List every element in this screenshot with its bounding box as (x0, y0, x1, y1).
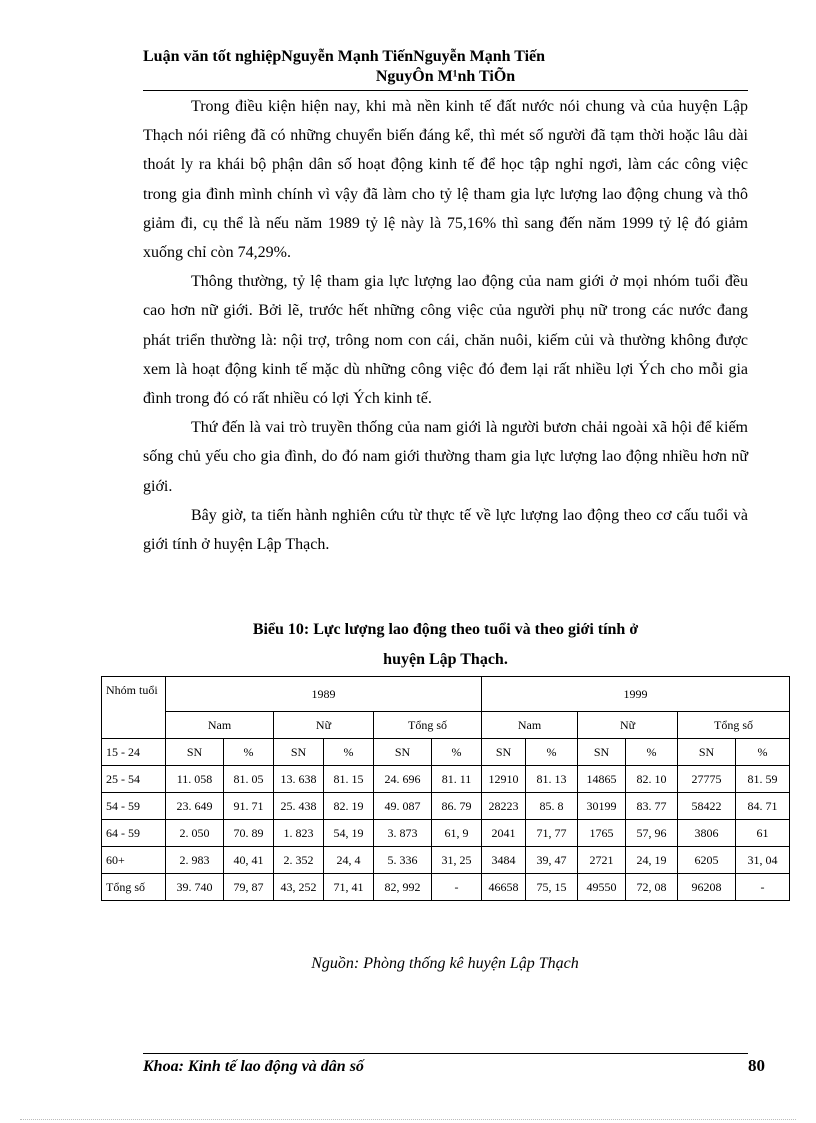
table-unit-row (102, 739, 790, 766)
table-cell: 5. 336 (374, 847, 432, 874)
table-cell: 13. 638 (274, 766, 324, 793)
table-cell: 81. 11 (432, 766, 482, 793)
labor-force-table (101, 676, 790, 901)
unit-label: SN (374, 739, 432, 766)
table-cell: 61, 9 (432, 820, 482, 847)
table-cell: 82, 992 (374, 874, 432, 901)
table-cell: 2. 352 (274, 847, 324, 874)
table-cell: 30199 (578, 793, 626, 820)
table-cell: 81. 13 (526, 766, 578, 793)
table-header-row (102, 677, 790, 712)
footer-rule (143, 1053, 748, 1054)
table-cell: 24, 19 (626, 847, 678, 874)
sub-header: Nam (482, 712, 578, 739)
page-bottom-divider (20, 1119, 796, 1120)
sub-header: Nữ (578, 712, 678, 739)
age-group-label: 54 - 59 (102, 793, 166, 820)
header-line-2: NguyÔn M¹nh TiÕn (375, 68, 516, 85)
table-cell: 61 (736, 820, 790, 847)
unit-label: % (432, 739, 482, 766)
paragraph-2: Thông thường, tỷ lệ tham gia lực lượng lao động của nam giới ở mọi nhóm tuổi đều cao hơn nữ giới. Bởi lẽ, trước hết những công việc của người phụ nữ trong các nước đang phát triển thường là: nội trợ, trông nom con cái, chăn nuôi, kiếm củi và thường không được xem là hoạt động kinh tế mặc dù những công việc đó đem lại rất nhiều lợi Ých cho mỗi gia đình trong đó có rất nhiều có lợi Ých kinh tế. (143, 273, 748, 408)
caption-line-2: huyện Lập Thạch. (383, 651, 508, 668)
table-caption (143, 615, 748, 675)
table-cell: 6205 (678, 847, 736, 874)
table-cell: 24, 4 (324, 847, 374, 874)
unit-label: SN (578, 739, 626, 766)
header-rule (143, 90, 748, 91)
sub-header: Nữ (274, 712, 374, 739)
table-cell: 70. 89 (224, 820, 274, 847)
table-cell: 58422 (678, 793, 736, 820)
header-line-1: Luận văn tốt nghiệpNguyễn Mạnh TiếnNguyễn Mạnh Tiến (143, 48, 546, 65)
age-group-label: 64 - 59 (102, 820, 166, 847)
unit-label: SN (482, 739, 526, 766)
table-cell: 25. 438 (274, 793, 324, 820)
table-cell: 81. 15 (324, 766, 374, 793)
table-row (102, 820, 790, 847)
table-row (102, 847, 790, 874)
table-cell: 27775 (678, 766, 736, 793)
table-cell: 39, 47 (526, 847, 578, 874)
table-cell: 28223 (482, 793, 526, 820)
caption-line-1: Biểu 10: Lực lượng lao động theo tuổi và theo giới tính ở (252, 621, 639, 638)
paragraph-1: Trong điều kiện hiện nay, khi mà nền kinh tế đất nước nói chung và của huyện Lập Thạch nói riêng đã có những chuyển biến đáng kể, thì mét số người đã tạm thời hoặc lâu dài thoát ly ra khái bộ phận dân số hoạt động kinh tế để học tập nghỉ ngơi, làm các công việc trong gia đình mình chính vì vậy đã làm cho tỷ lệ tham gia lực lượng lao động chung và thô giảm đi, cụ thể là nếu năm 1989 tỷ lệ này là 75,16% thì sang đến năm 1999 tỷ lệ đó giảm xuống chỉ còn 74,29%. (143, 98, 748, 262)
table-cell: 39. 740 (166, 874, 224, 901)
age-group-label: 25 - 54 (102, 766, 166, 793)
table-cell: 71, 77 (526, 820, 578, 847)
unit-label: SN (678, 739, 736, 766)
table-cell: 83. 77 (626, 793, 678, 820)
table-cell: - (736, 874, 790, 901)
table-row (102, 766, 790, 793)
table-cell: 85. 8 (526, 793, 578, 820)
unit-label: % (526, 739, 578, 766)
table-cell: 91. 71 (224, 793, 274, 820)
table-cell: 43, 252 (274, 874, 324, 901)
sub-header: Tổng số (374, 712, 482, 739)
table-cell: 1765 (578, 820, 626, 847)
table-cell: 2041 (482, 820, 526, 847)
age-group-label: Tổng số (102, 874, 166, 901)
paragraph-4: Bây giờ, ta tiến hành nghiên cứu từ thực tế về lực lượng lao động theo cơ cấu tuổi và giới tính ở huyện Lập Thạch. (143, 506, 748, 554)
age-group-header: Nhóm tuổi (102, 677, 166, 739)
table-cell: 46658 (482, 874, 526, 901)
table-cell: 84. 71 (736, 793, 790, 820)
table-cell: 24. 696 (374, 766, 432, 793)
table-cell: 3. 873 (374, 820, 432, 847)
table-source: Nguồn: Phòng thống kê huyện Lập Thạch (311, 955, 579, 972)
table-cell: 49550 (578, 874, 626, 901)
table-row (102, 793, 790, 820)
sub-header: Nam (166, 712, 274, 739)
table-row (102, 874, 790, 901)
table-cell: 75, 15 (526, 874, 578, 901)
age-group-label: 15 - 24 (102, 739, 166, 766)
paragraph-3: Thứ đến là vai trò truyền thống của nam giới là người bươn chải ngoài xã hội để kiếm sống chủ yếu cho gia đình, do đó nam giới thường tham gia lực lượng lao động nhiều hơn nữ giới. (143, 419, 748, 495)
table-cell: 12910 (482, 766, 526, 793)
unit-label: % (324, 739, 374, 766)
unit-label: SN (274, 739, 324, 766)
year-header: 1999 (482, 677, 790, 712)
table-cell: 57, 96 (626, 820, 678, 847)
table-cell: 2721 (578, 847, 626, 874)
age-group-label: 60+ (102, 847, 166, 874)
table-subheader-row (102, 712, 790, 739)
footer-faculty: Khoa: Kinh tế lao động và dân số (143, 1058, 364, 1075)
table-cell: 23. 649 (166, 793, 224, 820)
table-cell: 14865 (578, 766, 626, 793)
table-cell: 3484 (482, 847, 526, 874)
table-cell: 1. 823 (274, 820, 324, 847)
table-cell: 54, 19 (324, 820, 374, 847)
table-cell: 31, 25 (432, 847, 482, 874)
unit-label: % (736, 739, 790, 766)
table-cell: - (432, 874, 482, 901)
table-cell: 2. 050 (166, 820, 224, 847)
unit-label: SN (166, 739, 224, 766)
table-cell: 86. 79 (432, 793, 482, 820)
table-cell: 49. 087 (374, 793, 432, 820)
table-cell: 31, 04 (736, 847, 790, 874)
sub-header: Tổng số (678, 712, 790, 739)
table-cell: 40, 41 (224, 847, 274, 874)
unit-label: % (626, 739, 678, 766)
table-cell: 11. 058 (166, 766, 224, 793)
page-number: 80 (748, 1056, 765, 1075)
table-cell: 81. 05 (224, 766, 274, 793)
page-header (143, 47, 748, 87)
table-cell: 2. 983 (166, 847, 224, 874)
table-cell: 3806 (678, 820, 736, 847)
table-cell: 71, 41 (324, 874, 374, 901)
table-cell: 96208 (678, 874, 736, 901)
table-cell: 81. 59 (736, 766, 790, 793)
table-cell: 72, 08 (626, 874, 678, 901)
table-cell: 82. 10 (626, 766, 678, 793)
unit-label: % (224, 739, 274, 766)
year-header: 1989 (166, 677, 482, 712)
body-text (143, 92, 748, 559)
table-cell: 82. 19 (324, 793, 374, 820)
table-cell: 79, 87 (224, 874, 274, 901)
